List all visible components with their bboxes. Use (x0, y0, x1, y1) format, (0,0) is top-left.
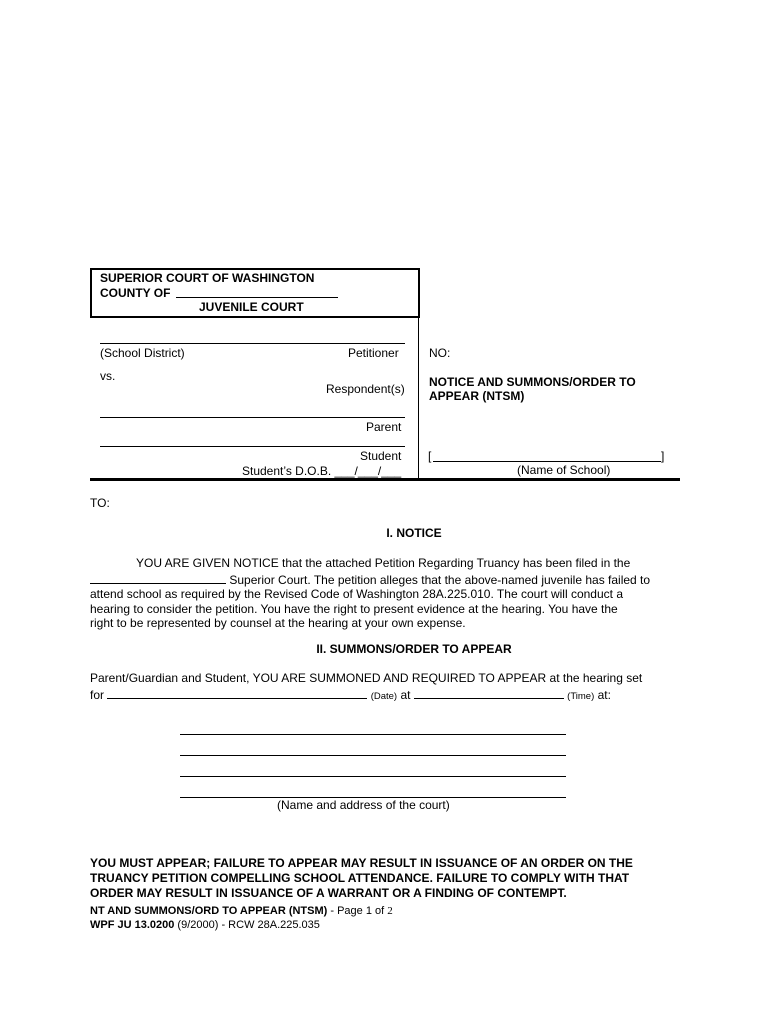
student-dob-row (242, 464, 401, 479)
summons-line-1: Parent/Guardian and Student, YOU ARE SUMMONED AND REQUIRED TO APPEAR at the hearing set (90, 671, 643, 685)
caption-divider (418, 316, 419, 479)
hearing-time-blank[interactable] (414, 686, 564, 699)
footer-form-title: NT AND SUMMONS/ORD TO APPEAR (NTSM) (90, 905, 328, 917)
footer-page-total: 2 (387, 905, 393, 917)
court-address-line-2[interactable] (180, 755, 566, 756)
juvenile-court-label: JUVENILE COURT (199, 300, 304, 314)
to-label: TO: (90, 496, 110, 510)
at-label: at (400, 687, 411, 702)
school-name-caption: (Name of School) (517, 463, 611, 477)
hearing-date-row (90, 686, 682, 705)
footer-line-2 (90, 918, 320, 932)
parent-label: Parent (366, 420, 402, 434)
footer-page-text: - Page 1 of (327, 905, 388, 917)
respondents-label: Respondent(s) (326, 382, 405, 396)
date-label: (Date) (370, 690, 398, 702)
school-district-blank[interactable] (100, 343, 405, 344)
court-name: SUPERIOR COURT OF WASHINGTON (100, 271, 315, 285)
parent-blank[interactable] (100, 417, 405, 418)
notice-line-1: YOU ARE GIVEN NOTICE that the attached Petition Regarding Truancy has been filed in the (136, 556, 631, 570)
court-address-caption: (Name and address of the court) (277, 798, 450, 812)
footer-form-number: WPF JU 13.0200 (90, 919, 175, 931)
notice-line-3: attend school as required by the Revised Code of Washington 28A.225.010. The court will conduct a (90, 587, 623, 601)
court-address-line-1[interactable] (180, 734, 566, 735)
notice-line-4: hearing to consider the petition. You have the right to present evidence at the hearing. You have the (90, 601, 618, 616)
school-bracket-open: [ (428, 449, 432, 463)
at-colon-label: at: (597, 687, 611, 702)
vs-label: vs. (100, 369, 116, 383)
document-title-line2: APPEAR (NTSM) (429, 389, 525, 403)
section2-heading: II. SUMMONS/ORDER TO APPEAR (316, 642, 512, 656)
footer-line-1 (90, 904, 393, 918)
school-bracket-close: ] (661, 449, 665, 463)
notice-line-5: right to be represented by counsel at the hearing at your own expense. (90, 616, 466, 630)
section1-heading: I. NOTICE (386, 526, 442, 540)
document-title-line1: NOTICE AND SUMMONS/ORDER TO (429, 375, 636, 389)
petitioner-label: Petitioner (348, 346, 399, 360)
footer-form-rev: (9/2000) - RCW 28A.225.035 (174, 919, 320, 931)
court-address-line-3[interactable] (180, 776, 566, 777)
notice-line-2-text: Superior Court. The petition alleges that the above-named juvenile has failed to (229, 572, 651, 587)
for-label: for (90, 687, 105, 702)
school-name-blank[interactable] (433, 461, 661, 462)
summons-paragraph (90, 671, 682, 704)
warning-line-2: TRUANCY PETITION COMPELLING SCHOOL ATTENDANCE. FAILURE TO COMPLY WITH THAT (90, 871, 630, 885)
warning-line-1: YOU MUST APPEAR; FAILURE TO APPEAR MAY RESULT IN ISSUANCE OF AN ORDER ON THE (90, 856, 633, 870)
time-label: (Time) (567, 690, 595, 702)
notice-line-2 (90, 571, 682, 588)
case-number-label: NO: (429, 346, 451, 360)
student-dob-field[interactable]: ___/___/___ (334, 464, 402, 478)
warning-block (90, 856, 633, 901)
notice-paragraph (90, 556, 682, 631)
county-blank[interactable] (176, 297, 338, 298)
county-name-blank[interactable] (90, 571, 226, 584)
student-blank[interactable] (100, 446, 405, 447)
school-district-label: (School District) (100, 346, 185, 360)
hearing-date-blank[interactable] (107, 686, 367, 699)
county-label: COUNTY OF (100, 286, 171, 300)
student-dob-label: Student’s D.O.B. (242, 464, 332, 478)
warning-line-3: ORDER MAY RESULT IN ISSUANCE OF A WARRANT OR A FINDING OF CONTEMPT. (90, 886, 567, 900)
student-label: Student (360, 449, 402, 463)
